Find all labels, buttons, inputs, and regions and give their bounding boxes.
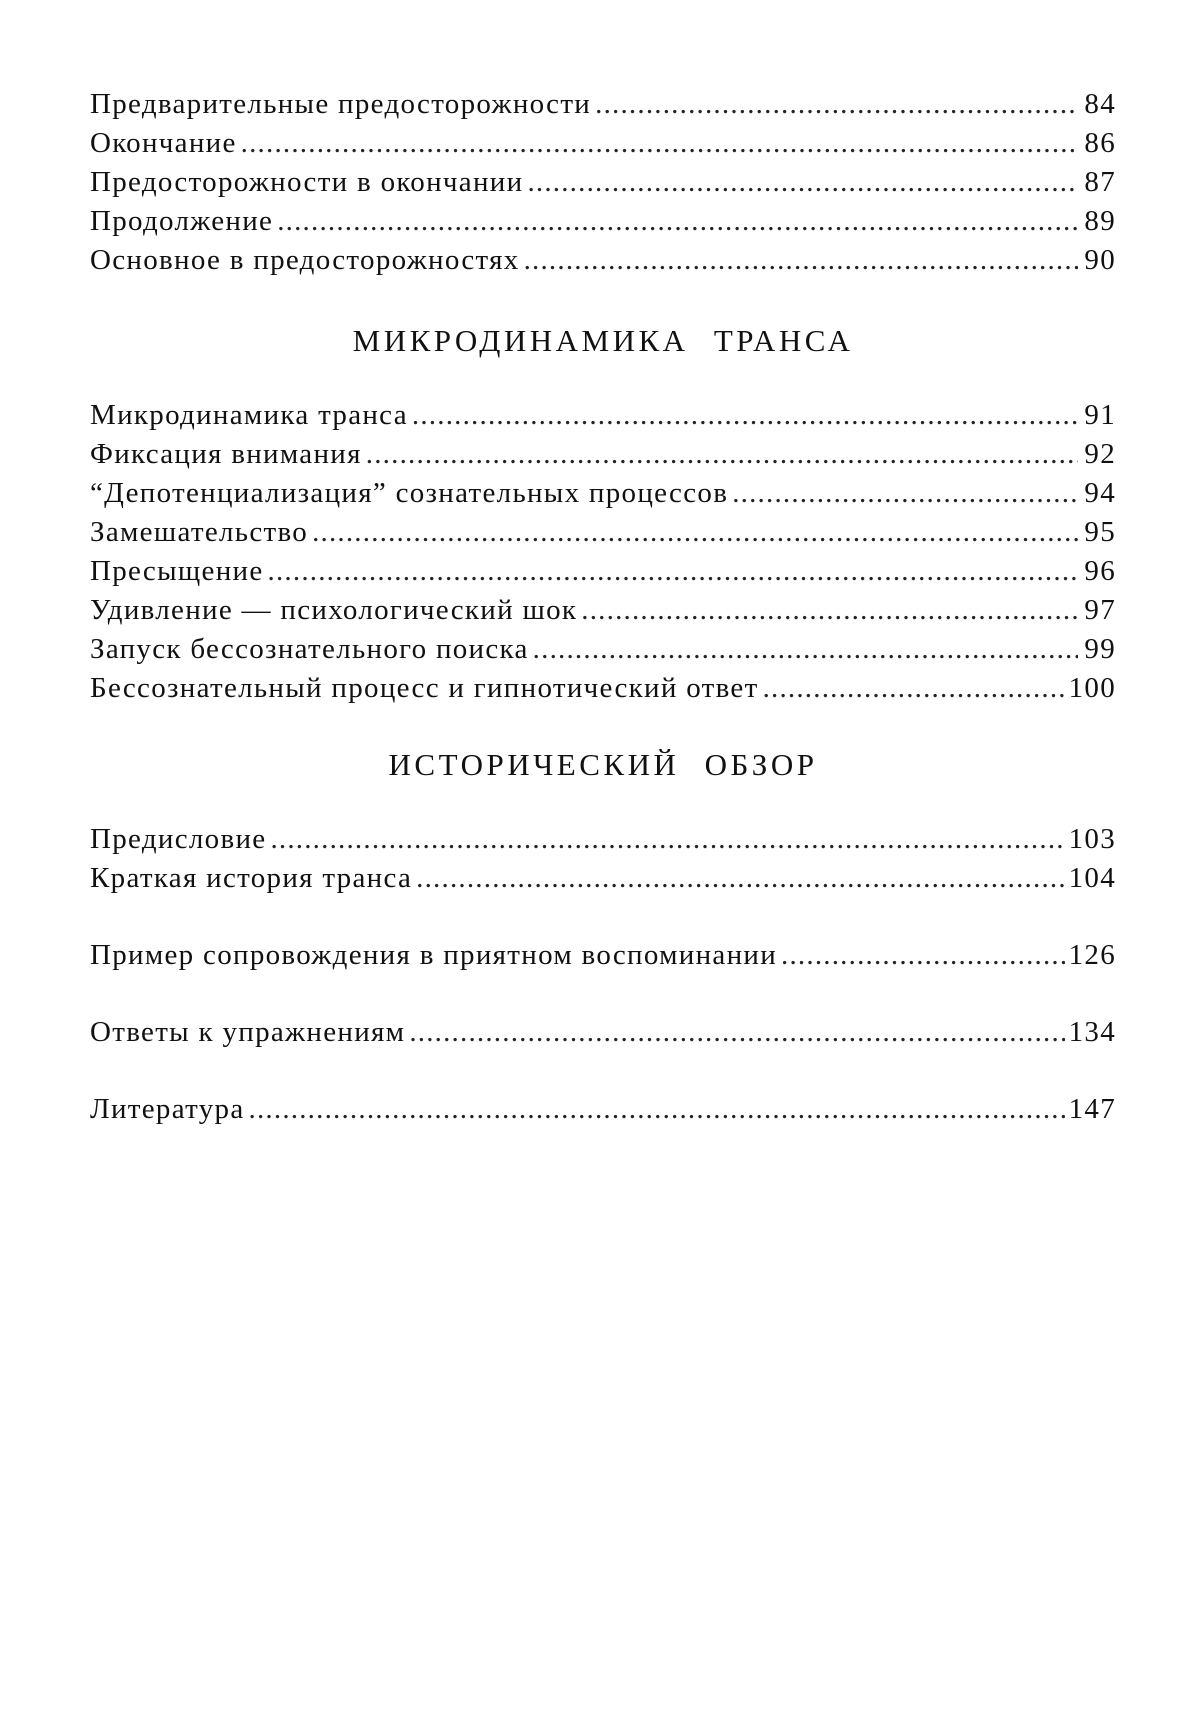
toc-leader-dots xyxy=(533,633,1078,666)
toc-entry-title: Ответы к упражнениям xyxy=(90,1016,406,1048)
toc-entry-title: Предварительные предосторожности xyxy=(90,88,592,120)
toc-entry-page: 126 xyxy=(1068,939,1116,971)
toc-entry[interactable] xyxy=(90,127,1116,166)
toc-entry-page: 86 xyxy=(1084,127,1116,159)
toc-entry[interactable] xyxy=(90,205,1116,244)
toc-entry[interactable] xyxy=(90,1016,1116,1055)
toc-entry[interactable] xyxy=(90,244,1116,283)
toc-entry-page: 92 xyxy=(1084,438,1116,470)
toc-entry-page: 94 xyxy=(1084,477,1116,509)
toc-entry-page: 134 xyxy=(1068,1016,1116,1048)
toc-leader-dots xyxy=(312,516,1078,549)
toc-leader-dots xyxy=(270,823,1064,856)
toc-leader-dots xyxy=(763,672,1065,705)
toc-leader-dots xyxy=(249,1093,1065,1126)
toc-entry-page: 97 xyxy=(1084,594,1116,626)
toc-leader-dots xyxy=(268,555,1078,588)
toc-entry[interactable] xyxy=(90,477,1116,516)
toc-leader-dots xyxy=(412,399,1078,432)
toc-entry-title: Пресыщение xyxy=(90,555,264,587)
toc-entry[interactable] xyxy=(90,399,1116,438)
toc-entry-page: 90 xyxy=(1084,244,1116,276)
toc-entry[interactable] xyxy=(90,939,1116,978)
toc-entry-page: 84 xyxy=(1084,88,1116,120)
toc-leader-dots xyxy=(524,244,1078,277)
toc-entry-page: 99 xyxy=(1084,633,1116,665)
toc-entry-title: Пример сопровождения в приятном воспоминании xyxy=(90,939,778,971)
toc-entry-page: 147 xyxy=(1068,1093,1116,1125)
toc-entry[interactable] xyxy=(90,1093,1116,1132)
toc-entry-title: Микродинамика транса xyxy=(90,399,408,431)
toc-entry[interactable] xyxy=(90,672,1116,711)
toc-leader-dots xyxy=(409,1016,1064,1049)
table-of-contents xyxy=(90,88,1116,1132)
toc-entry-title: Предисловие xyxy=(90,823,267,855)
toc-entry[interactable] xyxy=(90,594,1116,633)
toc-entry-title: Основное в предосторожностях xyxy=(90,244,520,276)
toc-entry-page: 91 xyxy=(1084,399,1116,431)
toc-entry[interactable] xyxy=(90,862,1116,901)
toc-leader-dots xyxy=(732,477,1078,510)
toc-entry-page: 103 xyxy=(1068,823,1116,855)
toc-entry-page: 104 xyxy=(1068,862,1116,894)
toc-entry-title: Краткая история транса xyxy=(90,862,413,894)
toc-entry-title: Фиксация внимания xyxy=(90,438,362,470)
toc-entry-title: Удивление — психологический шок xyxy=(90,594,578,626)
toc-entry-title: Продолжение xyxy=(90,205,274,237)
toc-entry-page: 96 xyxy=(1084,555,1116,587)
toc-entry[interactable] xyxy=(90,438,1116,477)
toc-entry[interactable] xyxy=(90,823,1116,862)
toc-leader-dots xyxy=(277,205,1078,238)
toc-entry[interactable] xyxy=(90,166,1116,205)
toc-leader-dots xyxy=(527,166,1078,199)
toc-entry-title: Замешательство xyxy=(90,516,309,548)
toc-leader-dots xyxy=(241,127,1078,160)
toc-entry-title: Литература xyxy=(90,1093,245,1125)
toc-leader-dots xyxy=(595,88,1078,121)
toc-entry-page: 89 xyxy=(1084,205,1116,237)
toc-entry-page: 95 xyxy=(1084,516,1116,548)
toc-entry[interactable] xyxy=(90,88,1116,127)
toc-entry-page: 100 xyxy=(1068,672,1116,704)
section-heading: ИСТОРИЧЕСКИЙ ОБЗОР xyxy=(388,747,818,782)
toc-entry-title: Предосторожности в окончании xyxy=(90,166,524,198)
toc-entry-title: Бессознательный процесс и гипнотический ответ xyxy=(90,672,759,704)
toc-entry-title: Запуск бессознательного поиска xyxy=(90,633,529,665)
toc-entry[interactable] xyxy=(90,516,1116,555)
toc-entry-title: “Депотенциализация” сознательных процессов xyxy=(90,477,729,509)
toc-leader-dots xyxy=(581,594,1078,627)
toc-entry-title: Окончание xyxy=(90,127,237,159)
toc-leader-dots xyxy=(781,939,1065,972)
toc-leader-dots xyxy=(366,438,1078,471)
section-heading: МИКРОДИНАМИКА ТРАНСА xyxy=(352,323,854,358)
toc-entry[interactable] xyxy=(90,633,1116,672)
toc-entry[interactable] xyxy=(90,555,1116,594)
toc-leader-dots xyxy=(416,862,1064,895)
toc-entry-page: 87 xyxy=(1084,166,1116,198)
